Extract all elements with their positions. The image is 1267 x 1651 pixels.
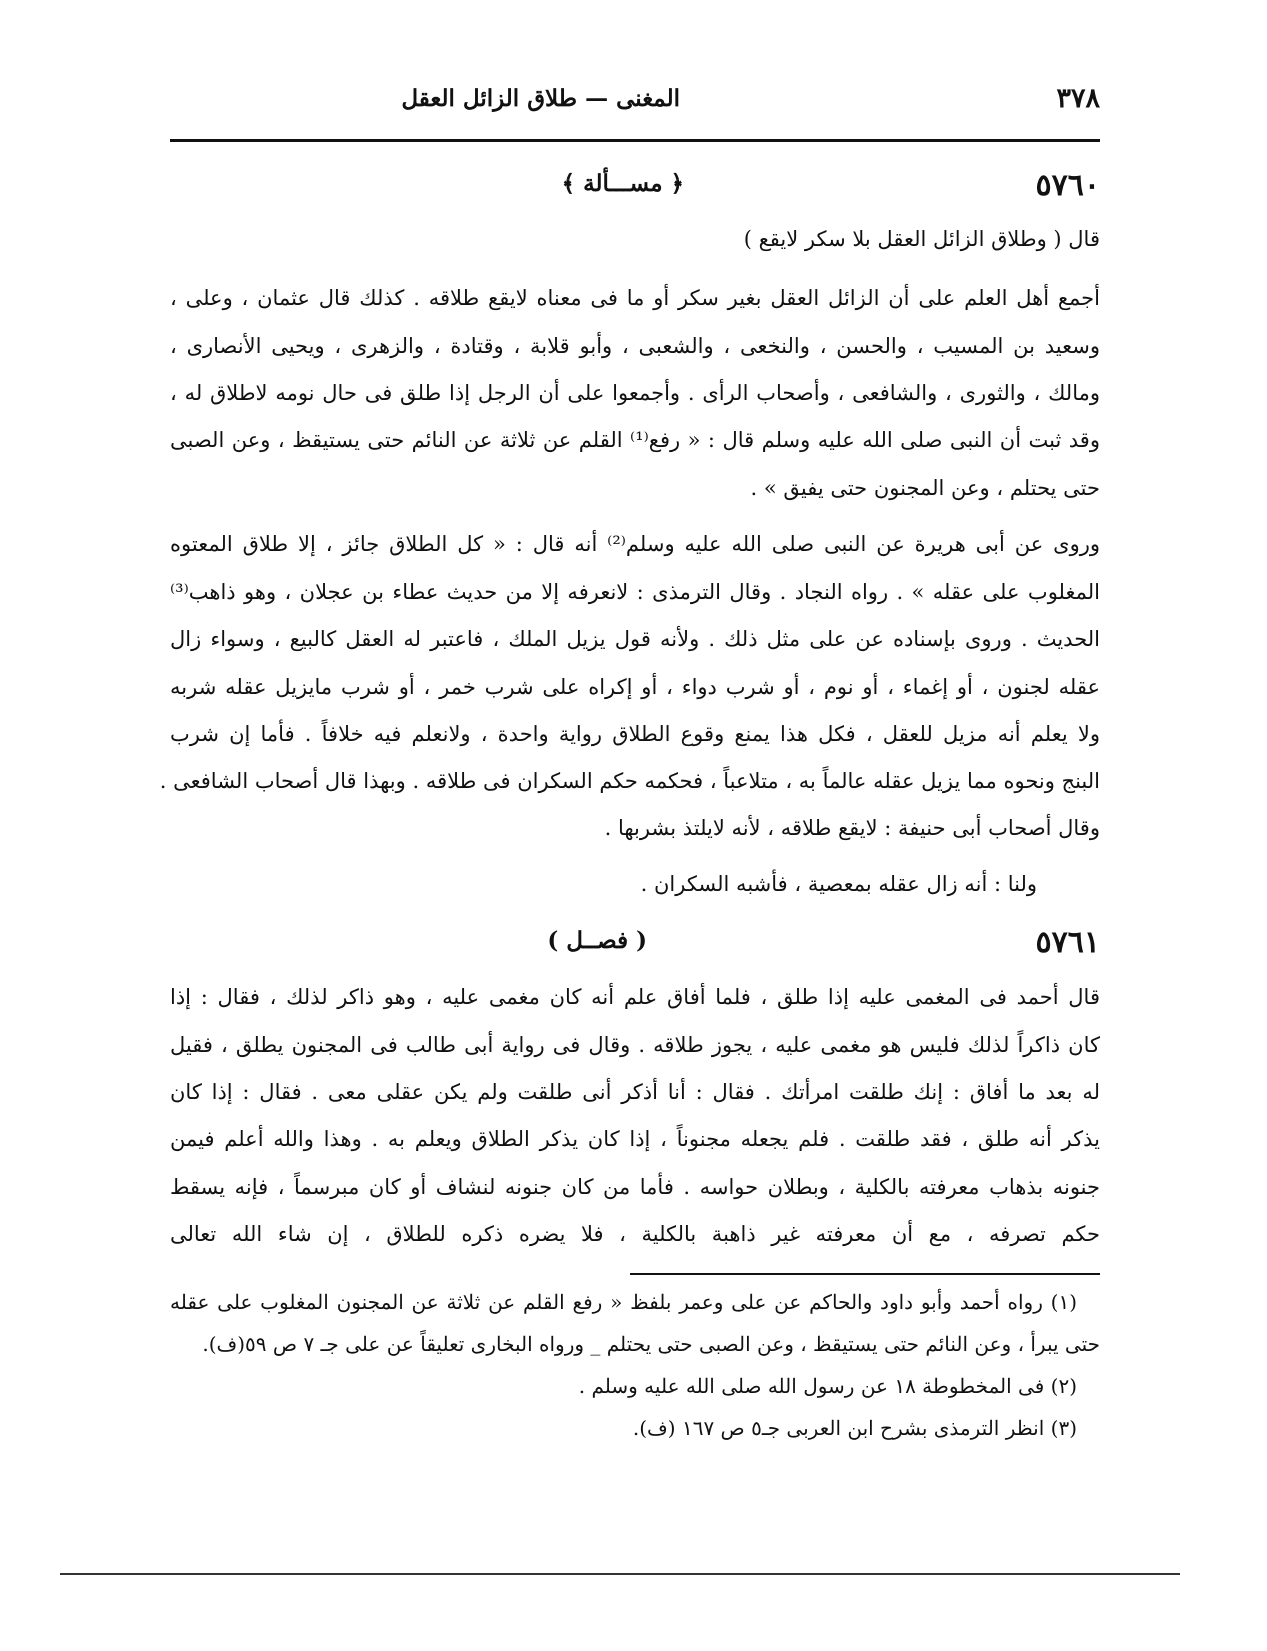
body-line: البنج ونحوه مما يزيل عقله عالماً به ، متلاعباً ، فحكمه حكم السكران فى طلاقه . وبهذا قال أصحاب الشافعى . xyxy=(159,769,1100,793)
page-number: ٣٧٨ xyxy=(1056,83,1100,114)
footnote: (٣) انظر الترمذى بشرح ابن العربى جـ٥ ص ١٦٧ (ف). xyxy=(632,1416,1077,1440)
body-line: أجمع أهل العلم على أن الزائل العقل بغير سكر أو ما فى معناه لايقع طلاقه . كذلك قال عثمان ، وعلى ، xyxy=(170,286,1100,310)
footnote-rule xyxy=(630,1273,1100,1275)
body-line: حتى يحتلم ، وعن المجنون حتى يفيق » . xyxy=(750,476,1100,500)
running-header xyxy=(170,85,1100,125)
footnote: (١) رواه أحمد وأبو داود والحاكم عن على وعمر بلفظ « رفع القلم عن ثلاثة عن المجنون المغلوب على عقله xyxy=(170,1290,1077,1314)
section-title: ( فصــل ) xyxy=(547,927,647,954)
running-title: المغنى — طلاق الزائل العقل xyxy=(401,85,680,112)
footnote: حتى يبرأ ، وعن النائم حتى يستيقظ ، وعن الصبى حتى يحتلم _ ورواه البخارى تعليقاً عن على جـ ٧ ص ٥٩(ف). xyxy=(202,1332,1100,1356)
footnote: (٢) فى المخطوطة ١٨ عن رسول الله صلى الله عليه وسلم . xyxy=(578,1374,1077,1398)
body-line: حكم تصرفه ، مع أن معرفته غير ذاهبة بالكلية ، فلا يضره ذكره للطلاق ، إن شاء الله تعالى xyxy=(170,1222,1100,1246)
body-line: ومالك ، والثورى ، والشافعى ، وأصحاب الرأى . وأجمعوا على أن الرجل إذا طلق فى حال نومه لاطلاق له ، xyxy=(170,381,1100,405)
body-line: يذكر أنه طلق ، فقد طلقت . فلم يجعله مجنوناً ، إذا كان يذكر الطلاق ويعلم به . وهذا والله أعلم فيمن xyxy=(170,1127,1100,1151)
body-line: له بعد ما أفاق : إنك طلقت امرأتك . فقال : أنا أذكر أنى طلقت ولم يكن عقلى معى . فقال : إذا كان xyxy=(170,1080,1100,1104)
section-title: ﴿ مســـألة ﴾ xyxy=(561,170,684,197)
section-number: ٥٧٦١ xyxy=(1035,925,1100,960)
body-line: وسعيد بن المسيب ، والحسن ، والنخعى ، والشعبى ، وأبو قلابة ، وقتادة ، والزهرى ، ويحيى الأنصارى ، xyxy=(170,334,1100,358)
body-line: وقد ثبت أن النبى صلى الله عليه وسلم قال : « رفع⁽¹⁾ القلم عن ثلاثة عن النائم حتى يستيقظ ، وعن الصبى xyxy=(170,428,1100,452)
body-line: الحديث . وروى بإسناده عن على مثل ذلك . ولأنه قول يزيل الملك ، فاعتبر له العقل كالبيع ، وسواء زال xyxy=(170,627,1100,651)
section-number: ٥٧٦٠ xyxy=(1035,168,1100,203)
body-line: وروى عن أبى هريرة عن النبى صلى الله عليه وسلم⁽²⁾ أنه قال : « كل الطلاق جائز ، إلا طلاق المعتوه xyxy=(170,532,1100,556)
header-rule xyxy=(170,139,1100,142)
body-line: كان ذاكراً لذلك فليس هو مغمى عليه ، يجوز طلاقه . وقال فى رواية أبى طالب فى المجنون يطلق ، فقيل xyxy=(170,1033,1100,1057)
body-line: قال ( وطلاق الزائل العقل بلا سكر لايقع ) xyxy=(743,227,1100,251)
bottom-rule xyxy=(60,1573,1180,1575)
body-line: المغلوب على عقله » . رواه النجاد . وقال الترمذى : لانعرفه إلا من حديث عطاء بن عجلان ، وهو ذاهب⁽³⁾ xyxy=(170,580,1100,604)
body-line: جنونه بذهاب معرفته بالكلية ، وبطلان حواسه . فأما من كان جنونه لنشاف أو كان مبرسماً ، فإنه يسقط xyxy=(170,1175,1100,1199)
body-line: ولا يعلم أنه مزيل للعقل ، فكل هذا يمنع وقوع الطلاق رواية واحدة ، ولانعلم فيه خلافاً . فأما إن شرب xyxy=(170,722,1100,746)
body-line: ولنا : أنه زال عقله بمعصية ، فأشبه السكران . xyxy=(640,872,1037,896)
body-line: قال أحمد فى المغمى عليه إذا طلق ، فلما أفاق علم أنه كان مغمى عليه ، وهو ذاكر لذلك ، فقال : إذا xyxy=(170,985,1100,1009)
body-line: عقله لجنون ، أو إغماء ، أو نوم ، أو شرب دواء ، أو إكراه على شرب خمر ، أو شرب مايزيل عقله شربه xyxy=(170,675,1100,699)
body-line: وقال أصحاب أبى حنيفة : لايقع طلاقه ، لأنه لايلتذ بشربها . xyxy=(604,816,1100,840)
